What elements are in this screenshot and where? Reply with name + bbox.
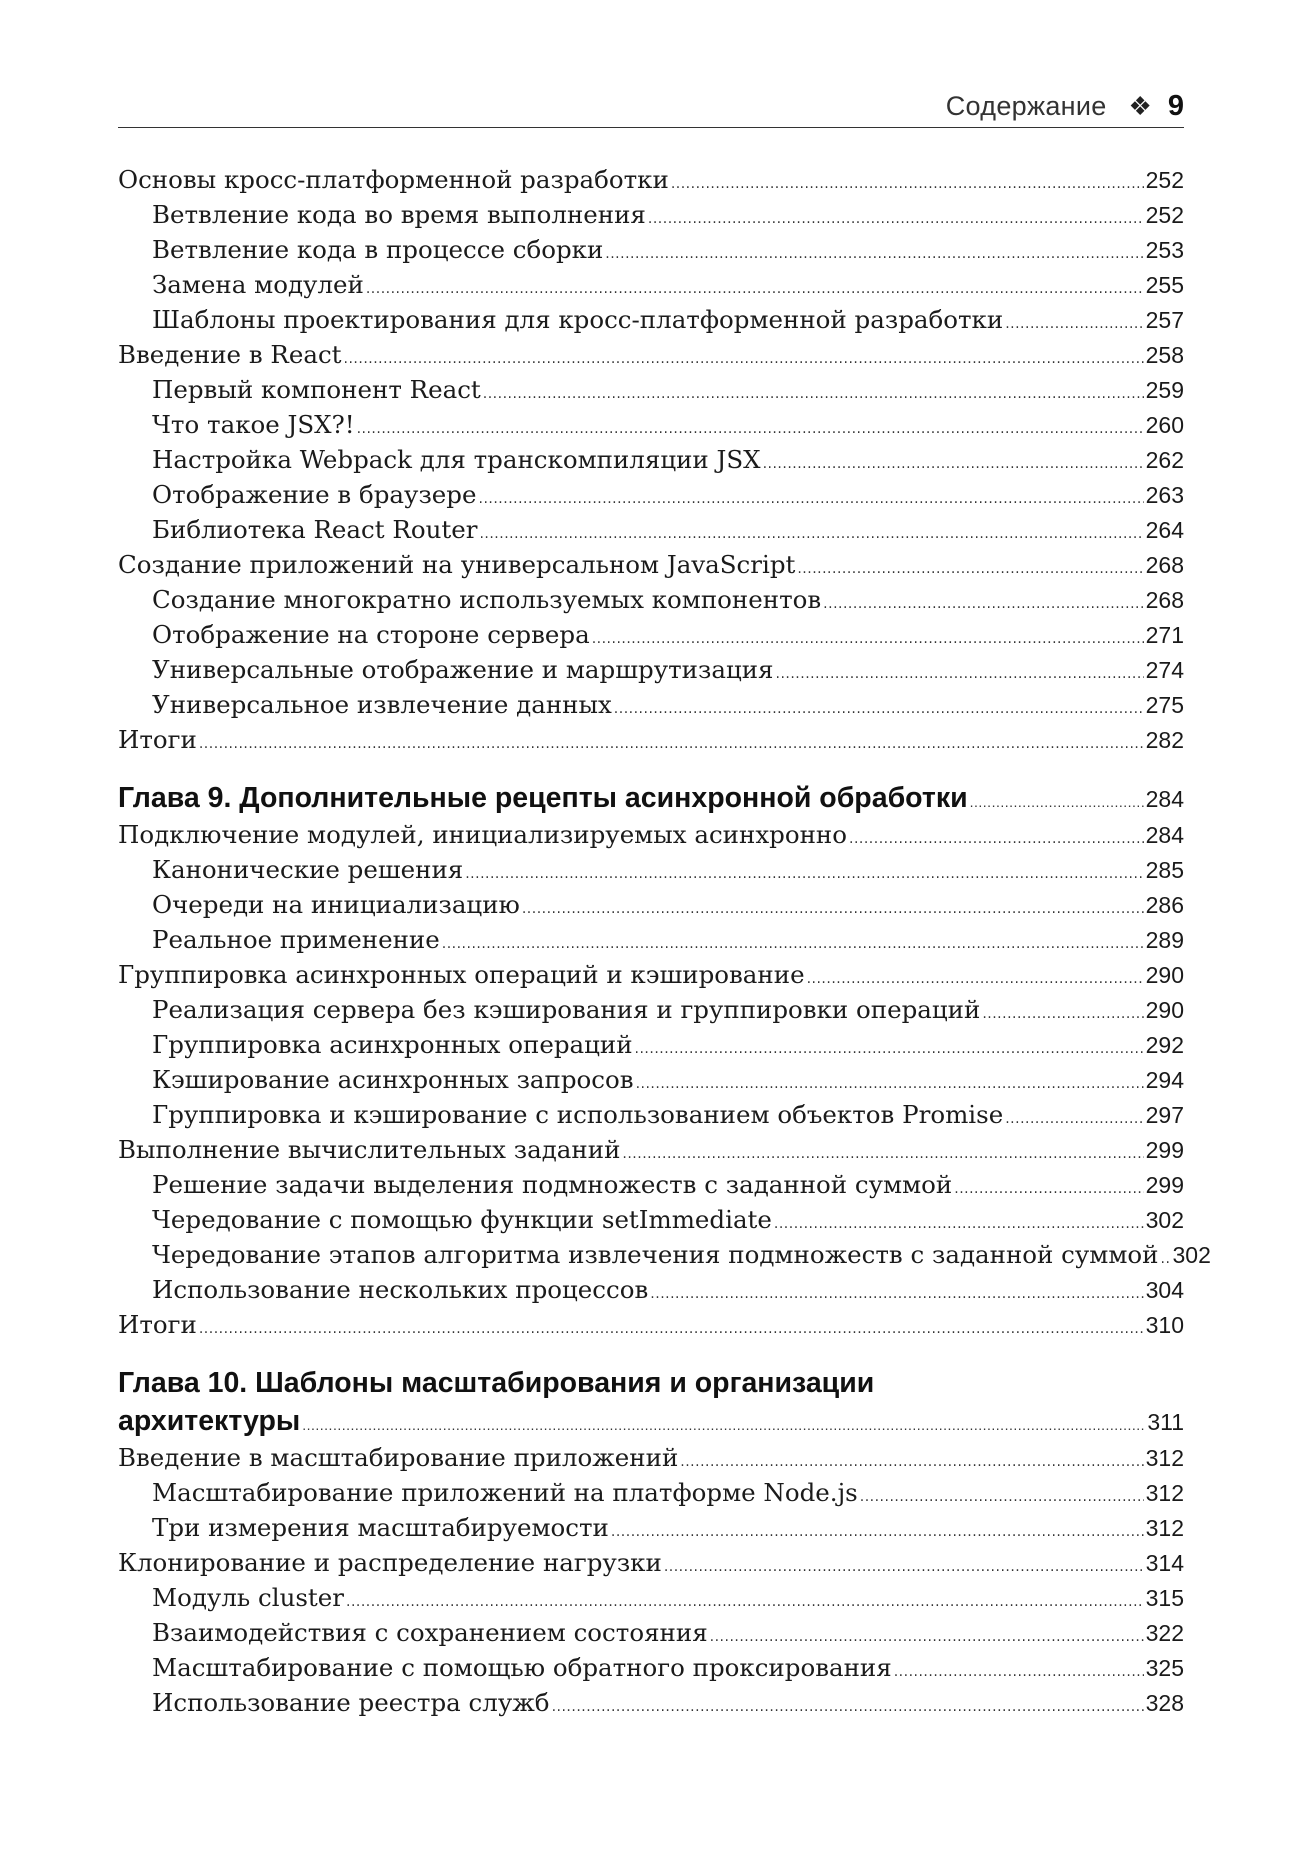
toc-section-entry[interactable]: [118, 957, 1184, 992]
toc-entry-title: Группировка асинхронных операций и кэширование: [118, 960, 805, 989]
toc-subsection-entry[interactable]: [118, 992, 1184, 1027]
toc-section-entry[interactable]: [118, 547, 1184, 582]
toc-entry-page: 252: [1145, 202, 1184, 228]
toc-section-entry[interactable]: [118, 162, 1184, 197]
toc-subsection-entry[interactable]: [118, 442, 1184, 477]
chapter-page: 311: [1147, 1409, 1184, 1435]
chapter-heading[interactable]: [118, 779, 1184, 817]
toc-entry-title: Решение задачи выделения подмножеств с заданной суммой: [152, 1170, 953, 1199]
toc-entry-title: Использование реестра служб: [152, 1688, 550, 1717]
toc-subsection-entry[interactable]: [118, 1237, 1211, 1272]
dot-leader: [650, 1287, 1143, 1301]
toc-entry-title: Создание многократно используемых компонентов: [152, 585, 822, 614]
toc-entry-title: Клонирование и распределение нагрузки: [118, 1548, 662, 1577]
page-number: 9: [1167, 89, 1184, 122]
dot-leader: [635, 1042, 1144, 1056]
toc-entry-title: Универсальное извлечение данных: [152, 690, 612, 719]
toc-entry-title: Модуль cluster: [152, 1583, 344, 1612]
dot-leader: [611, 1525, 1144, 1539]
dot-leader: [763, 457, 1144, 471]
toc-subsection-entry[interactable]: [118, 407, 1184, 442]
toc-subsection-entry[interactable]: [118, 1475, 1184, 1510]
toc-entry-page: 302: [1172, 1242, 1211, 1268]
toc-entry-title: Введение в React: [118, 340, 342, 369]
toc-entry-title: Замена модулей: [152, 270, 364, 299]
toc-chapters: [118, 779, 1211, 1720]
toc-entry-page: 275: [1145, 692, 1184, 718]
dot-leader: [710, 1630, 1144, 1644]
dot-leader: [605, 247, 1143, 261]
toc-entry-title: Универсальные отображение и маршрутизация: [152, 655, 774, 684]
toc-entry-title: Ветвление кода в процессе сборки: [152, 235, 604, 264]
toc-entry-title: Основы кросс-платформенной разработки: [118, 165, 669, 194]
toc-entry-page: 253: [1145, 237, 1184, 263]
toc-subsection-entry[interactable]: [118, 887, 1184, 922]
toc-section-entry[interactable]: [118, 1440, 1184, 1475]
toc-entry-title: Очереди на инициализацию: [152, 890, 520, 919]
toc-section-entry[interactable]: [118, 337, 1184, 372]
toc-subsection-entry[interactable]: [118, 582, 1184, 617]
toc-entry-title: Введение в масштабирование приложений: [118, 1443, 679, 1472]
chapter-heading[interactable]: [118, 1402, 1184, 1440]
toc-subsection-entry[interactable]: [118, 1650, 1184, 1685]
dot-leader: [970, 795, 1144, 809]
dot-leader: [648, 212, 1144, 226]
toc-subsection-entry[interactable]: [118, 1167, 1184, 1202]
toc-entry-page: 304: [1145, 1277, 1184, 1303]
running-head-title: Содержание: [945, 90, 1107, 121]
chapter-heading: [118, 1364, 1184, 1402]
toc-entry-page: 312: [1145, 1515, 1184, 1541]
dot-leader: [982, 1007, 1143, 1021]
toc-section-entry[interactable]: [118, 817, 1184, 852]
dot-leader: [442, 937, 1144, 951]
dot-leader: [776, 667, 1144, 681]
dot-leader: [614, 702, 1144, 716]
toc-section-entry[interactable]: [118, 722, 1184, 757]
toc-entry-page: 289: [1145, 927, 1184, 953]
dot-leader: [1161, 1252, 1171, 1266]
toc-entry-page: 314: [1145, 1550, 1184, 1576]
toc-entry-title: Взаимодействия с сохранением состояния: [152, 1618, 708, 1647]
toc-subsection-entry[interactable]: [118, 372, 1184, 407]
table-of-contents: [118, 162, 1211, 1720]
toc-entry-page: 282: [1145, 727, 1184, 753]
toc-entry-page: 315: [1145, 1585, 1184, 1611]
dot-leader: [636, 1077, 1144, 1091]
chapter-block: [118, 779, 1211, 1342]
toc-entry-title: Отображение в браузере: [152, 480, 477, 509]
toc-entry-title: Масштабирование приложений на платформе Node.js: [152, 1478, 858, 1507]
toc-entry-page: 257: [1145, 307, 1184, 333]
toc-subsection-entry[interactable]: [118, 197, 1184, 232]
toc-entry-page: 286: [1145, 892, 1184, 918]
toc-entry-title: Что такое JSX?!: [152, 410, 355, 439]
toc-section-entry[interactable]: [118, 1545, 1184, 1580]
toc-entry-title: Создание приложений на универсальном JavaScript: [118, 550, 796, 579]
dot-leader: [1005, 317, 1143, 331]
chapter-title: Глава 9. Дополнительные рецепты асинхронной обработки: [118, 782, 968, 814]
dot-leader: [479, 492, 1144, 506]
toc-entry-title: Итоги: [118, 725, 197, 754]
dot-leader: [807, 972, 1144, 986]
dot-leader: [823, 597, 1143, 611]
toc-entry-page: 268: [1145, 587, 1184, 613]
dot-leader: [199, 737, 1144, 751]
toc-section-entry[interactable]: [118, 1132, 1184, 1167]
chapter-title: архитектуры: [118, 1405, 301, 1437]
toc-subsection-entry[interactable]: [118, 477, 1184, 512]
chapter-page: 284: [1145, 786, 1184, 812]
toc-entry-page: 299: [1145, 1137, 1184, 1163]
dot-leader: [465, 867, 1143, 881]
toc-entry-page: 268: [1145, 552, 1184, 578]
toc-subsection-entry[interactable]: [118, 652, 1184, 687]
toc-entry-title: Ветвление кода во время выполнения: [152, 200, 646, 229]
toc-subsection-entry[interactable]: [118, 852, 1184, 887]
toc-entry-page: 294: [1145, 1067, 1184, 1093]
toc-subsection-entry[interactable]: [118, 512, 1184, 547]
toc-entry-page: 290: [1145, 962, 1184, 988]
dot-leader: [954, 1182, 1143, 1196]
toc-entry-page: 263: [1145, 482, 1184, 508]
toc-entry-page: 292: [1145, 1032, 1184, 1058]
toc-entry-title: Итоги: [118, 1310, 197, 1339]
toc-continued-entries: [118, 162, 1184, 757]
dot-leader: [894, 1665, 1144, 1679]
toc-entry-title: Чередование с помощью функции setImmediate: [152, 1205, 772, 1234]
toc-entry-title: Использование нескольких процессов: [152, 1275, 649, 1304]
toc-subsection-entry[interactable]: [118, 617, 1184, 652]
toc-entry-page: 302: [1145, 1207, 1184, 1233]
toc-entry-title: Отображение на стороне сервера: [152, 620, 590, 649]
toc-entry-title: Канонические решения: [152, 855, 464, 884]
header-rule: [118, 127, 1184, 128]
toc-subsection-entry[interactable]: [118, 1615, 1184, 1650]
toc-entry-page: 325: [1145, 1655, 1184, 1681]
dot-leader: [479, 527, 1143, 541]
dot-leader: [483, 387, 1144, 401]
chapter-block: [118, 1364, 1184, 1720]
toc-entry-page: 259: [1145, 377, 1184, 403]
toc-entry-page: 285: [1145, 857, 1184, 883]
toc-entry-title: Шаблоны проектирования для кросс-платформенной разработки: [152, 305, 1004, 334]
dot-leader: [346, 1595, 1144, 1609]
toc-entry-page: 274: [1145, 657, 1184, 683]
toc-entry-title: Первый компонент React: [152, 375, 481, 404]
toc-entry-title: Три измерения масштабируемости: [152, 1513, 609, 1542]
toc-subsection-entry[interactable]: [118, 922, 1184, 957]
toc-entry-title: Реализация сервера без кэширования и группировки операций: [152, 995, 981, 1024]
dot-leader: [680, 1455, 1143, 1469]
toc-subsection-entry[interactable]: [118, 267, 1184, 302]
dot-leader: [622, 1147, 1143, 1161]
toc-entry-page: 258: [1145, 342, 1184, 368]
dot-leader: [366, 282, 1144, 296]
toc-entry-title: Группировка и кэширование с использованием объектов Promise: [152, 1100, 1004, 1129]
toc-entry-title: Библиотека React Router: [152, 515, 478, 544]
dot-leader: [199, 1322, 1144, 1336]
toc-entry-title: Масштабирование с помощью обратного проксирования: [152, 1653, 892, 1682]
toc-entry-page: 260: [1145, 412, 1184, 438]
toc-entry-title: Чередование этапов алгоритма извлечения подмножеств с заданной суммой: [152, 1240, 1159, 1269]
toc-entry-title: Настройка Webpack для транскомпиляции JSX: [152, 445, 761, 474]
toc-subsection-entry[interactable]: [118, 232, 1184, 267]
dot-leader: [664, 1560, 1144, 1574]
dot-leader: [774, 1217, 1144, 1231]
dot-leader: [357, 422, 1144, 436]
toc-entry-title: Подключение модулей, инициализируемых асинхронно: [118, 820, 847, 849]
toc-subsection-entry[interactable]: [118, 1097, 1184, 1132]
dot-leader: [797, 562, 1143, 576]
dot-leader: [522, 902, 1144, 916]
toc-entry-title: Группировка асинхронных операций: [152, 1030, 633, 1059]
toc-subsection-entry[interactable]: [118, 1685, 1184, 1720]
dot-leader: [1005, 1112, 1143, 1126]
dot-leader: [552, 1700, 1144, 1714]
toc-entry-page: 290: [1145, 997, 1184, 1023]
dot-leader: [344, 352, 1144, 366]
toc-entry-page: 312: [1145, 1480, 1184, 1506]
toc-entry-title: Выполнение вычислительных заданий: [118, 1135, 621, 1164]
toc-subsection-entry[interactable]: [118, 1027, 1184, 1062]
toc-entry-page: 328: [1145, 1690, 1184, 1716]
dot-leader: [860, 1490, 1144, 1504]
dot-leader: [302, 1418, 1145, 1432]
toc-section-entry[interactable]: [118, 1307, 1184, 1342]
toc-entry-page: 255: [1145, 272, 1184, 298]
toc-entry-page: 299: [1145, 1172, 1184, 1198]
toc-subsection-entry[interactable]: [118, 1510, 1184, 1545]
toc-entry-page: 322: [1145, 1620, 1184, 1646]
running-head: [118, 88, 1184, 124]
toc-subsection-entry[interactable]: [118, 1202, 1184, 1237]
chapter-title: Глава 10. Шаблоны масштабирования и организации: [118, 1367, 875, 1399]
dot-leader: [671, 177, 1144, 191]
toc-entry-page: 310: [1145, 1312, 1184, 1338]
toc-entry-page: 252: [1145, 167, 1184, 193]
toc-entry-title: Кэширование асинхронных запросов: [152, 1065, 634, 1094]
toc-subsection-entry[interactable]: [118, 1272, 1184, 1307]
toc-subsection-entry[interactable]: [118, 1580, 1184, 1615]
toc-subsection-entry[interactable]: [118, 687, 1184, 722]
toc-subsection-entry[interactable]: [118, 302, 1184, 337]
toc-entry-title: Реальное применение: [152, 925, 440, 954]
toc-entry-page: 271: [1145, 622, 1184, 648]
toc-entry-page: 312: [1145, 1445, 1184, 1471]
toc-subsection-entry[interactable]: [118, 1062, 1184, 1097]
dot-leader: [592, 632, 1144, 646]
dot-leader: [849, 832, 1144, 846]
fleuron-icon: ❖: [1128, 90, 1152, 121]
toc-entry-page: 284: [1145, 822, 1184, 848]
toc-entry-page: 262: [1145, 447, 1184, 473]
toc-entry-page: 264: [1145, 517, 1184, 543]
toc-entry-page: 297: [1145, 1102, 1184, 1128]
